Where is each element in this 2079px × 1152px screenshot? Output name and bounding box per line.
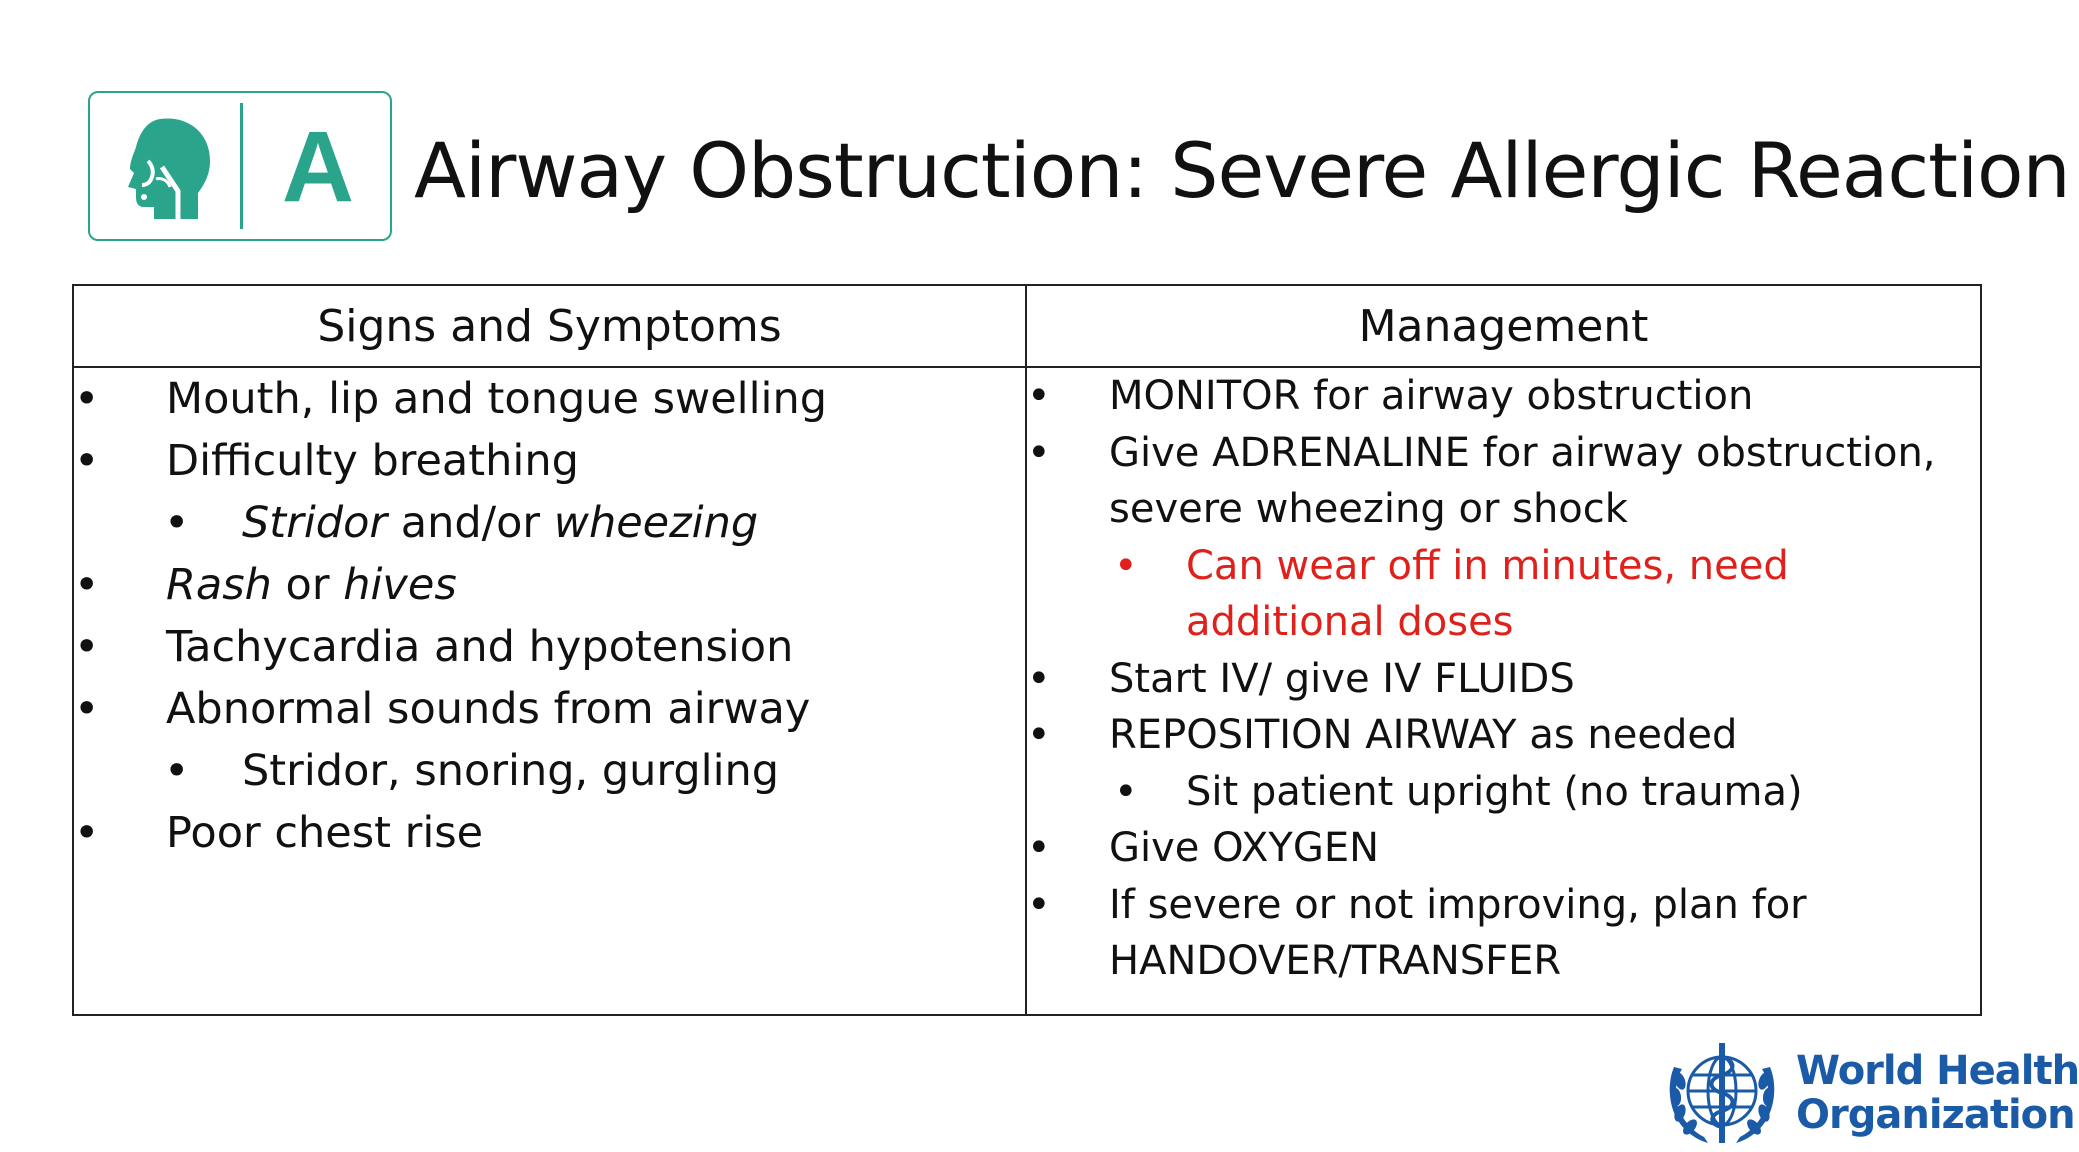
header-management: Management [1026, 285, 1981, 367]
bullet-icon: • [1027, 712, 1051, 758]
management-list-item-text: MONITOR for airway obstruction [1109, 373, 1754, 419]
management-list [1027, 368, 1980, 990]
bullet-icon: • [74, 684, 100, 734]
management-list-item-text: Start IV/ give IV FLUIDS [1109, 655, 1575, 702]
header-signs: Signs and Symptoms [73, 285, 1026, 367]
signs-list-item-text: or [271, 560, 344, 610]
bullet-icon: • [74, 560, 100, 610]
management-list-item [1027, 651, 1980, 708]
who-emblem-icon [1660, 1037, 1784, 1149]
management-list-item [1027, 707, 1980, 764]
signs-list-item-text: Difficulty breathing [166, 436, 579, 486]
management-list-item-text: Give OXYGEN [1109, 825, 1380, 871]
management-list-item [1027, 538, 1980, 651]
bullet-icon: • [74, 436, 100, 486]
signs-list-item-text: hives [343, 560, 457, 610]
management-list-item-text: Give ADRENALINE for airway obstruction, severe wheezing or shock [1109, 429, 1936, 532]
signs-list-item-text: Stridor [242, 498, 388, 548]
signs-list-item-text: Mouth, lip and tongue swelling [166, 374, 828, 424]
signs-list-item-text: Poor chest rise [166, 808, 484, 858]
signs-list-item-text: Stridor, snoring, gurgling [242, 746, 780, 796]
bullet-icon: • [1027, 825, 1051, 871]
bullet-icon: • [164, 746, 190, 796]
bullet-icon: • [1114, 768, 1138, 815]
management-list-item [1027, 820, 1980, 877]
badge-divider [240, 103, 243, 229]
management-list-item [1027, 877, 1980, 990]
signs-list-item [74, 554, 1025, 616]
signs-list-item [74, 492, 1025, 554]
head-profile-icon [118, 113, 218, 223]
management-list-item-text: Can wear off in minutes, need additional doses [1186, 542, 1789, 645]
who-wordmark [1796, 1049, 2079, 1137]
bullet-icon: • [1027, 429, 1051, 476]
bullet-icon: • [1114, 542, 1138, 589]
management-list-item-text: Sit patient upright (no trauma) [1186, 768, 1803, 815]
who-line2: Organization [1796, 1092, 2075, 1138]
signs-list-item-text: wheezing [553, 498, 759, 548]
signs-list-item [74, 678, 1025, 740]
signs-list [74, 368, 1025, 864]
signs-list-item [74, 616, 1025, 678]
management-list-item-text: If severe or not improving, plan for HANDOVER/TRANSFER [1109, 881, 1807, 984]
who-logo [1660, 1035, 2079, 1150]
airway-badge [88, 91, 392, 241]
management-list-item [1027, 368, 1980, 425]
badge-letter: A [281, 111, 355, 223]
bullet-icon: • [74, 622, 100, 672]
management-list-item [1027, 764, 1980, 821]
who-line1: World Health [1796, 1048, 2079, 1094]
signs-list-item-text: and/or [387, 498, 554, 548]
signs-list-item-text: Rash [166, 560, 272, 610]
bullet-icon: • [74, 374, 100, 424]
signs-list-item [74, 740, 1025, 802]
bullet-icon: • [1027, 655, 1051, 702]
signs-list-item-text: Abnormal sounds from airway [166, 684, 811, 734]
signs-list-item [74, 802, 1025, 864]
content-table [72, 284, 1982, 1016]
bullet-icon: • [74, 808, 100, 858]
signs-list-item-text: Tachycardia and hypotension [166, 622, 794, 672]
management-list-item [1027, 425, 1980, 538]
bullet-icon: • [164, 498, 190, 548]
signs-list-item [74, 368, 1025, 430]
page-title: Airway Obstruction: Severe Allergic Reaction [414, 126, 2070, 215]
bullet-icon: • [1027, 881, 1051, 928]
bullet-icon: • [1027, 373, 1051, 419]
management-cell [1026, 367, 1981, 1015]
signs-list-item [74, 430, 1025, 492]
management-list-item-text: REPOSITION AIRWAY as needed [1109, 712, 1738, 758]
signs-cell [73, 367, 1026, 1015]
